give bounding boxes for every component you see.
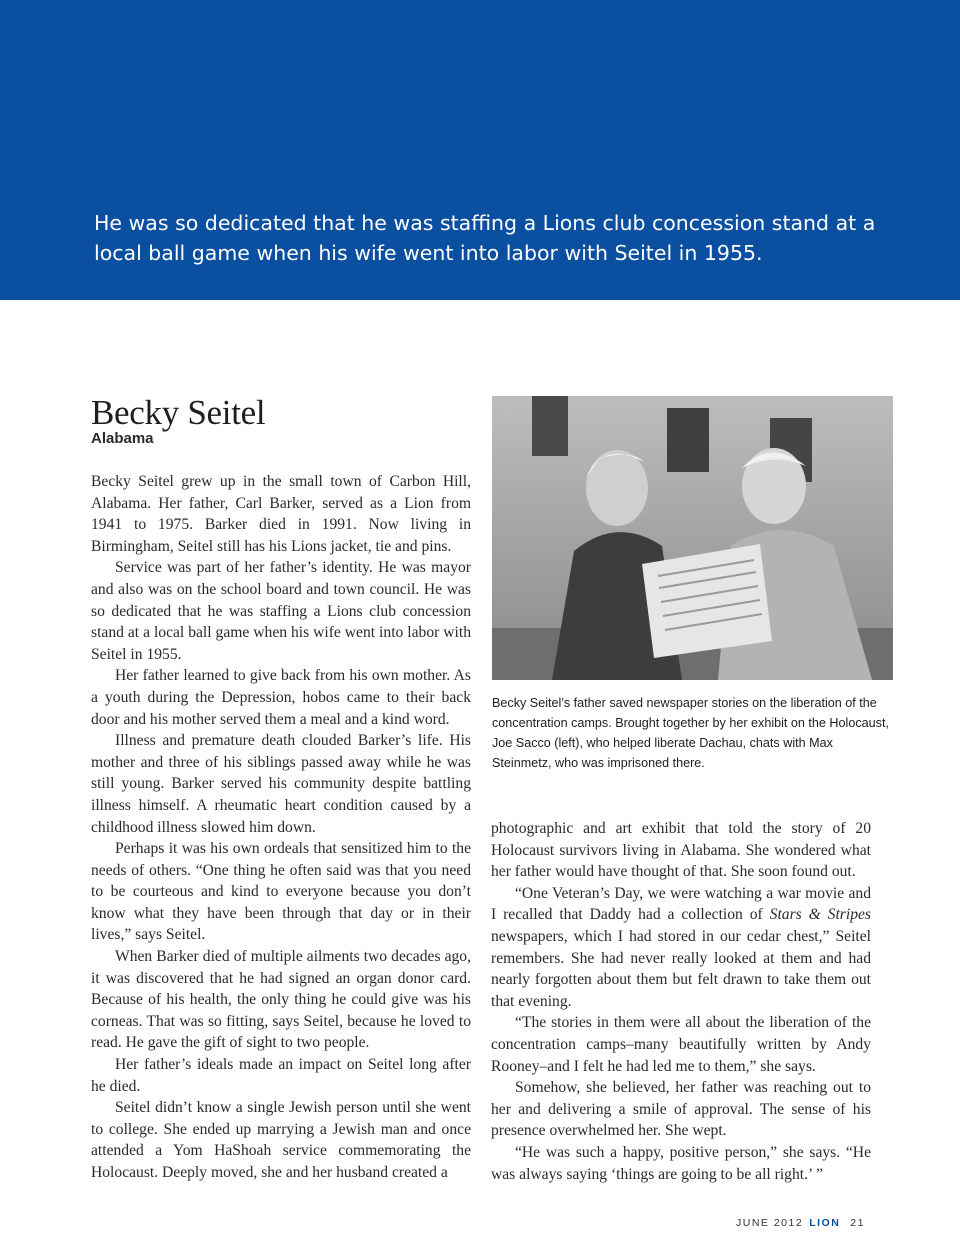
page-number: 21 <box>850 1217 865 1229</box>
paragraph: Her father’s ideals made an impact on Seitel long after he died. <box>91 1056 471 1095</box>
paragraph: Service was part of her father’s identity. He was mayor and also was on the school board and town council. He was so dedicated that he was staffing a Lions club concession stand at a local ball game when his wife went into labor with Seitel in 1955. <box>91 559 471 663</box>
paragraph: Seitel didn’t know a single Jewish person until she went to college. She ended up marrying a Jewish man and once attended a Yom HaShoah service commemorating the Holocaust. Deeply moved, she and her husband created a <box>91 1099 471 1181</box>
publication-name: Stars & Stripes <box>769 906 871 924</box>
paragraph: Illness and premature death clouded Barker’s life. His mother and three of his siblings passed away while he was still young. Barker served his community despite battling illness himself. A rheumatic heart condition caused by a childhood illness slowed him down. <box>91 732 471 836</box>
paragraph: Her father learned to give back from his own mother. As a youth during the Depression, hobos came to their back door and his mother served them a meal and a kind word. <box>91 667 471 728</box>
paragraph-text: newspapers, which I had stored in our cedar chest,” Seitel remembers. She had never really looked at them and had nearly forgotten about them but felt drawn to take them out that evening. <box>491 927 871 1010</box>
paragraph: “He was such a happy, positive person,” she says. “He was always saying ‘things are going to be all right.’ ” <box>491 1143 871 1183</box>
right-text-column <box>491 818 871 1185</box>
paragraph: photographic and art exhibit that told the story of 20 Holocaust survivors living in Alabama. She wondered what her father would have thought of that. She soon found out. <box>491 820 871 881</box>
paragraph: “The stories in them were all about the liberation of the concentration camps–many beautifully written by Andy Rooney–and I felt he had led me to them,” she says. <box>491 1014 871 1075</box>
blue-banner <box>0 0 960 300</box>
page-footer <box>736 1217 865 1229</box>
article-state: Alabama <box>91 430 154 447</box>
paragraph <box>491 883 871 1013</box>
paragraph: When Barker died of multiple ailments two decades ago, it was discovered that he had signed an organ donor card. Because of his health, the only thing he could give was his corneas. That was so fitting, says Seitel, because he loved to read. He gave the gift of sight to two people. <box>91 948 471 1052</box>
issue-date: JUNE 2012 <box>736 1217 804 1229</box>
photo-two-men-reading-newspaper <box>492 396 893 680</box>
left-text-column <box>91 471 471 1184</box>
pull-quote: He was so dedicated that he was staffing a Lions club concession stand at a local ball game when his wife went into labor with Seitel in 1955. <box>94 211 876 265</box>
paragraph: Perhaps it was his own ordeals that sensitized him to the needs of others. “One thing he often said was that you need to be courteous and kind to everyone because you don’t know what they have been through that day or in their lives,” says Seitel. <box>91 840 471 944</box>
paragraph-text: “One Veteran’s Day, we were watching a war movie and I recalled that Daddy had a collection of <box>491 884 871 924</box>
paragraph: Somehow, she believed, her father was reaching out to her and delivering a smile of approval. The sense of his presence overwhelmed her. She wept. <box>491 1079 871 1140</box>
magazine-brand: LION <box>809 1217 841 1229</box>
article-title: Becky Seitel <box>91 393 266 432</box>
photo-caption: Becky Seitel’s father saved newspaper stories on the liberation of the concentration camps. Brought together by her exhibit on the Holocaust, Joe Sacco (left), who helped liberate Dachau, chats with Max Steinmetz, who was imprisoned there. <box>492 696 889 770</box>
paragraph: Becky Seitel grew up in the small town of Carbon Hill, Alabama. Her father, Carl Barker, served as a Lion from 1941 to 1975. Barker died in 1991. Now living in Birmingham, Seitel still has his Lions jacket, tie and pins. <box>91 473 471 555</box>
